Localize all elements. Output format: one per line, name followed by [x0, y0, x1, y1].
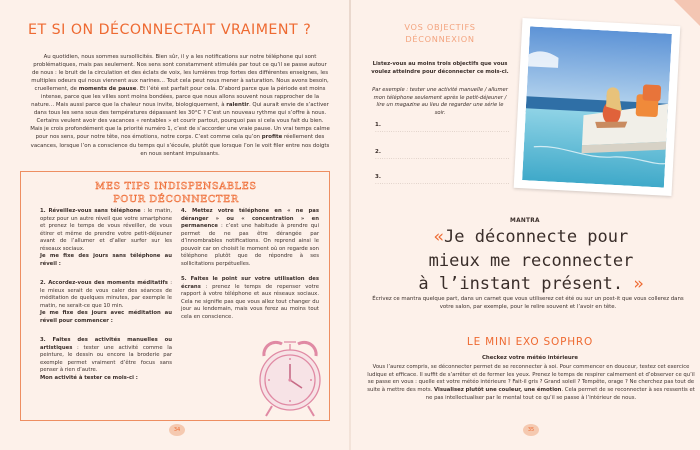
tip-1-heading: 1. Réveillez-vous sans téléphone [40, 208, 141, 214]
tips-title-line-2: POUR DÉCONNECTER [113, 193, 239, 205]
tip-5 [181, 276, 319, 321]
tip-4 [181, 208, 319, 268]
tip-1-body: : le matin, optez pour un autre réveil que votre smartphone et prenez le temps de vous réveiller, de vous étirer et même de prendre votre petit-déjeuner avant de l’allumer et d’aller surfer sur les réseaux sociaux. [40, 208, 172, 252]
quote-line-2: mieux me reconnecter [428, 250, 634, 271]
tip-2-body: : le mieux serait de vous caler des séances de méditation de quelques minutes, par exemple le matin, ne serait-ce que 10 min. [40, 280, 173, 309]
objectives-instruction [370, 61, 510, 76]
tip-3 [40, 337, 172, 382]
quote-line-1-text: Je déconnecte pour [444, 227, 629, 247]
page-number-right: 35 [523, 424, 539, 436]
tip-5-heading: 5. Faites le point sur votre utilisation des écrans [181, 276, 319, 290]
page-title: ET SI ON DÉCONNECTAIT VRAIMENT ? [28, 22, 312, 38]
objectives-title-line-2: DÉCONNEXION [405, 33, 475, 44]
objective-line-1[interactable] [375, 122, 510, 134]
tip-2-fill-label[interactable]: Je me fixe des jours avec méditation au réveil pour commencer : [40, 310, 172, 324]
photo-frame [514, 18, 681, 196]
exo-text-1: Vous l’aurez compris, se déconnecter permet de se reconnecter à soi. Pour commencer en douceur, testez cet exercice ludique et efficace. Il suffit de s’arrêter et de fermer les yeux. Prenez le temps de respirer calmement et d’observer ce qu’il se passe en vous : quelle est votre météo intérieure ? Fait-il gris ? Grand soleil ? Tempête, orage ? Ne cherchez pas tout de suite à mettre des mots. [367, 364, 695, 394]
intro-text-1: Au quotidien, nous sommes sursollicités. Bien sûr, il y a les notifications sur notre téléphone qui sont problématiques, mais pas seulement. Nos sens sont constamment stimulés par tout ce qu’il se passe autour de nous : le bruit de la circulation et des éclats de voix, les lumières trop fortes des différentes enseignes, les multiples odeurs qui nous viennent aux narines… Tout cela peut nous mener à saturation. Nous avons besoin, cruellement, de [31, 54, 329, 93]
tips-title-line-1: MES TIPS INDISPENSABLES [95, 181, 257, 192]
tip-2 [40, 280, 172, 325]
tip-3-fill-label[interactable]: Mon activité à tester ce mois-ci : [40, 374, 138, 381]
objectives-title-line-1: VOS OBJECTIFS [404, 22, 476, 32]
alarm-clock-icon [250, 330, 330, 422]
objective-line-2[interactable] [375, 149, 510, 161]
intro-text-2: . Et l’été est parfait pour cela. D’abord parce que la période est moins intense, parce que les villes sont moins bondées, parce que nous allons souvent nous rapprocher de la nature… Mais aussi parce que la chaleur nous invite, biologiquement, à [31, 86, 326, 109]
tip-3-heading: 3. Faites des activités manuelles ou artistiques [40, 337, 172, 351]
tip-4-body: : c’est une habitude à prendre qui permet de ne pas être dérangée par d’innombrables notifications. On reprend ainsi le pouvoir car on choisit le moment où on regarde son téléphone plutôt que de répondre à ses sollicitations perpétuelles. [181, 223, 319, 267]
quote-line-1 [368, 226, 694, 250]
exo-subtitle: Checkez votre météo intérieure [481, 355, 579, 361]
objectives-instruction-text: Listez-vous au moins trois objectifs que vous voulez atteindre pour déconnecter ce mois-ci. [371, 61, 509, 75]
mantra-note: Écrivez ce mantra quelque part, dans un carnet que vous utiliserez cet été ou sur un post-it que vous collerez dans votre salon, par exemple, pour le relire souvent et l’avoir en tête. [372, 296, 684, 310]
tips-column-right [181, 208, 319, 328]
quote-line-3-text: à l’instant présent. [418, 274, 624, 294]
page-gutter [349, 0, 351, 450]
intro-text-3: . Qui aurait envie de s’activer dans tous les sens sous des températures dépassant les 30°C ? C’est un nouveau rythme qui s’offre à nous. Certains veulent avoir des vacances « rentables » et courir partout, pourquoi pas si cela vous fait du bien. Mais je crois profondément que la priorité numéro 1, c’est de s’accorder une vraie pause. Un vrai temps calme pour nos sens, pour notre tête, nos émotions, notre corps. C’est comme cela qu’on [30, 102, 330, 141]
tips-title [21, 181, 331, 206]
page-number-left: 34 [169, 424, 185, 436]
tip-2-heading: 2. Accordez-vous des moments méditatifs [40, 280, 168, 286]
mantra-quote [368, 226, 694, 297]
close-quote-mark: » [633, 274, 644, 294]
objective-number-2: 2. [375, 149, 381, 155]
tip-1 [40, 208, 172, 268]
open-quote-mark: « [433, 227, 444, 247]
exo-text [366, 364, 696, 403]
tip-5-body: : prenez le temps de repenser votre rapport à votre téléphone et aux réseaux sociaux. Cela ne signifie pas que vous allez tout changer du jour au lendemain, mais vous ferez au moins tout cela en conscience. [181, 283, 319, 320]
objectives-example: Par exemple : tester une activité manuelle / allumer mon téléphone seulement après le petit-déjeuner / lire un magazine au lieu de regarder une série le soir. [372, 87, 508, 117]
quote-line-3 [368, 273, 694, 297]
objective-dots-1: ............................................................ [375, 128, 510, 134]
tip-1-fill-label[interactable]: Je me fixe des jours sans téléphone au réveil : [40, 253, 172, 267]
intro-paragraph [30, 53, 330, 158]
tips-column-left [40, 208, 172, 389]
intro-bold-3: profite [261, 134, 283, 141]
mantra-label: MANTRA [510, 218, 540, 224]
intro-bold-2: ralentir [226, 102, 249, 109]
tip-4-heading: 4. Mettez votre téléphone en « ne pas déranger » ou « concentration » en permanence [181, 208, 319, 229]
exo-title: LE MINI EXO SOPHRO [466, 336, 594, 348]
objective-dots-3: ............................................................ [375, 180, 510, 186]
objective-dots-2: ............................................................ [375, 155, 510, 161]
objective-number-1: 1. [375, 122, 381, 128]
objective-number-3: 3. [375, 174, 381, 180]
intro-bold-1: moments de pause [78, 86, 137, 93]
intro-text-4: réellement des vacances, lorsque l’on a conscience du temps qui s’écoule, plutôt que lorsque l’on le voit filer entre nos doigts en nous sentant impuissants. [30, 134, 330, 157]
exo-bold-1: Visualisez plutôt une couleur, une émotion [434, 387, 562, 394]
tip-3-body: : tester une activité comme la peinture, le dessin ou encore la broderie par exemple permet vraiment d’être focus sans penser à rien d’autre. [40, 344, 172, 373]
objectives-title [380, 22, 500, 45]
beach-pool-photo-icon [522, 26, 672, 187]
objective-line-3[interactable] [375, 174, 510, 186]
exo-text-2: . Cela permet de se reconnecter à ses ressentis et ne pas intellectualiser par le mental tout ce qu’il se passe à l’intérieur de nous. [425, 387, 695, 401]
